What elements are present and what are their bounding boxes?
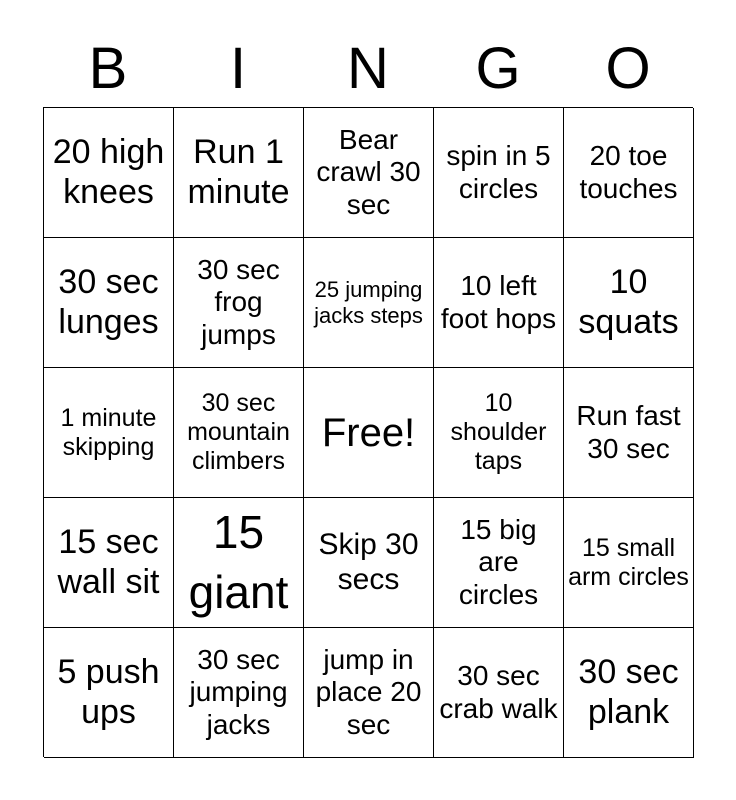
bingo-cell-r4-c2[interactable]	[174, 498, 304, 628]
header-letter-g: G	[475, 36, 521, 101]
bingo-cell-r3-c4[interactable]	[434, 368, 564, 498]
header-letter-b: B	[88, 36, 128, 101]
cell-text: Bear crawl 30 sec	[316, 124, 421, 220]
bingo-header	[43, 30, 693, 108]
cell-text: 30 sec crab walk	[439, 660, 558, 724]
bingo-cell-r2-c5[interactable]	[564, 238, 694, 368]
header-letter-i: I	[229, 36, 247, 101]
cell-text: 15 big are circles	[458, 514, 539, 610]
cell-text: 10 left foot hops	[440, 270, 557, 334]
bingo-free-space[interactable]	[304, 368, 434, 498]
cell-text: jump in place 20 sec	[315, 644, 422, 740]
bingo-cell-r3-c5[interactable]	[564, 368, 694, 498]
header-letter-n: N	[347, 36, 389, 101]
cell-text: 30 sec plank	[578, 653, 679, 731]
cell-text: 10 squats	[578, 263, 679, 341]
bingo-cell-r3-c1[interactable]	[44, 368, 174, 498]
bingo-cell-r1-c2[interactable]	[174, 108, 304, 238]
bingo-cell-r1-c3[interactable]	[304, 108, 434, 238]
bingo-cell-r4-c5[interactable]	[564, 498, 694, 628]
cell-text: Free!	[321, 410, 416, 455]
bingo-cell-r3-c2[interactable]	[174, 368, 304, 498]
cell-text: 15 sec wall sit	[57, 523, 160, 601]
cell-text: 30 sec jumping jacks	[189, 644, 288, 740]
bingo-cell-r5-c1[interactable]	[44, 628, 174, 758]
cell-text: Run fast 30 sec	[576, 400, 681, 464]
bingo-cell-r2-c2[interactable]	[174, 238, 304, 368]
cell-text: 30 sec lunges	[58, 263, 159, 341]
cell-text: 20 high knees	[52, 133, 165, 211]
cell-text: 10 shoulder taps	[450, 389, 547, 475]
bingo-cell-r5-c3[interactable]	[304, 628, 434, 758]
cell-text: Run 1 minute	[187, 133, 290, 211]
bingo-cell-r2-c1[interactable]	[44, 238, 174, 368]
bingo-card-grid	[43, 107, 693, 757]
bingo-cell-r4-c4[interactable]	[434, 498, 564, 628]
cell-text: 5 push ups	[57, 653, 160, 731]
cell-text: Skip 30 secs	[318, 528, 419, 596]
cell-text: 20 toe touches	[579, 140, 678, 204]
bingo-cell-r1-c1[interactable]	[44, 108, 174, 238]
header-letter-o: O	[605, 36, 651, 101]
cell-text: 15 small arm circles	[568, 533, 689, 591]
cell-text: 30 sec mountain climbers	[187, 389, 290, 475]
bingo-cell-r1-c5[interactable]	[564, 108, 694, 238]
bingo-cell-r4-c3[interactable]	[304, 498, 434, 628]
bingo-cell-r4-c1[interactable]	[44, 498, 174, 628]
cell-text: 30 sec frog jumps	[197, 254, 280, 350]
cell-text: 1 minute skipping	[60, 403, 157, 461]
bingo-cell-r2-c3[interactable]	[304, 238, 434, 368]
bingo-cell-r2-c4[interactable]	[434, 238, 564, 368]
bingo-cell-r5-c2[interactable]	[174, 628, 304, 758]
bingo-cell-r1-c4[interactable]	[434, 108, 564, 238]
bingo-cell-r5-c5[interactable]	[564, 628, 694, 758]
cell-text: 15 giant	[188, 505, 289, 618]
cell-text: spin in 5 circles	[446, 140, 551, 204]
cell-text: 25 jumping jacks steps	[314, 277, 423, 328]
bingo-cell-r5-c4[interactable]	[434, 628, 564, 758]
